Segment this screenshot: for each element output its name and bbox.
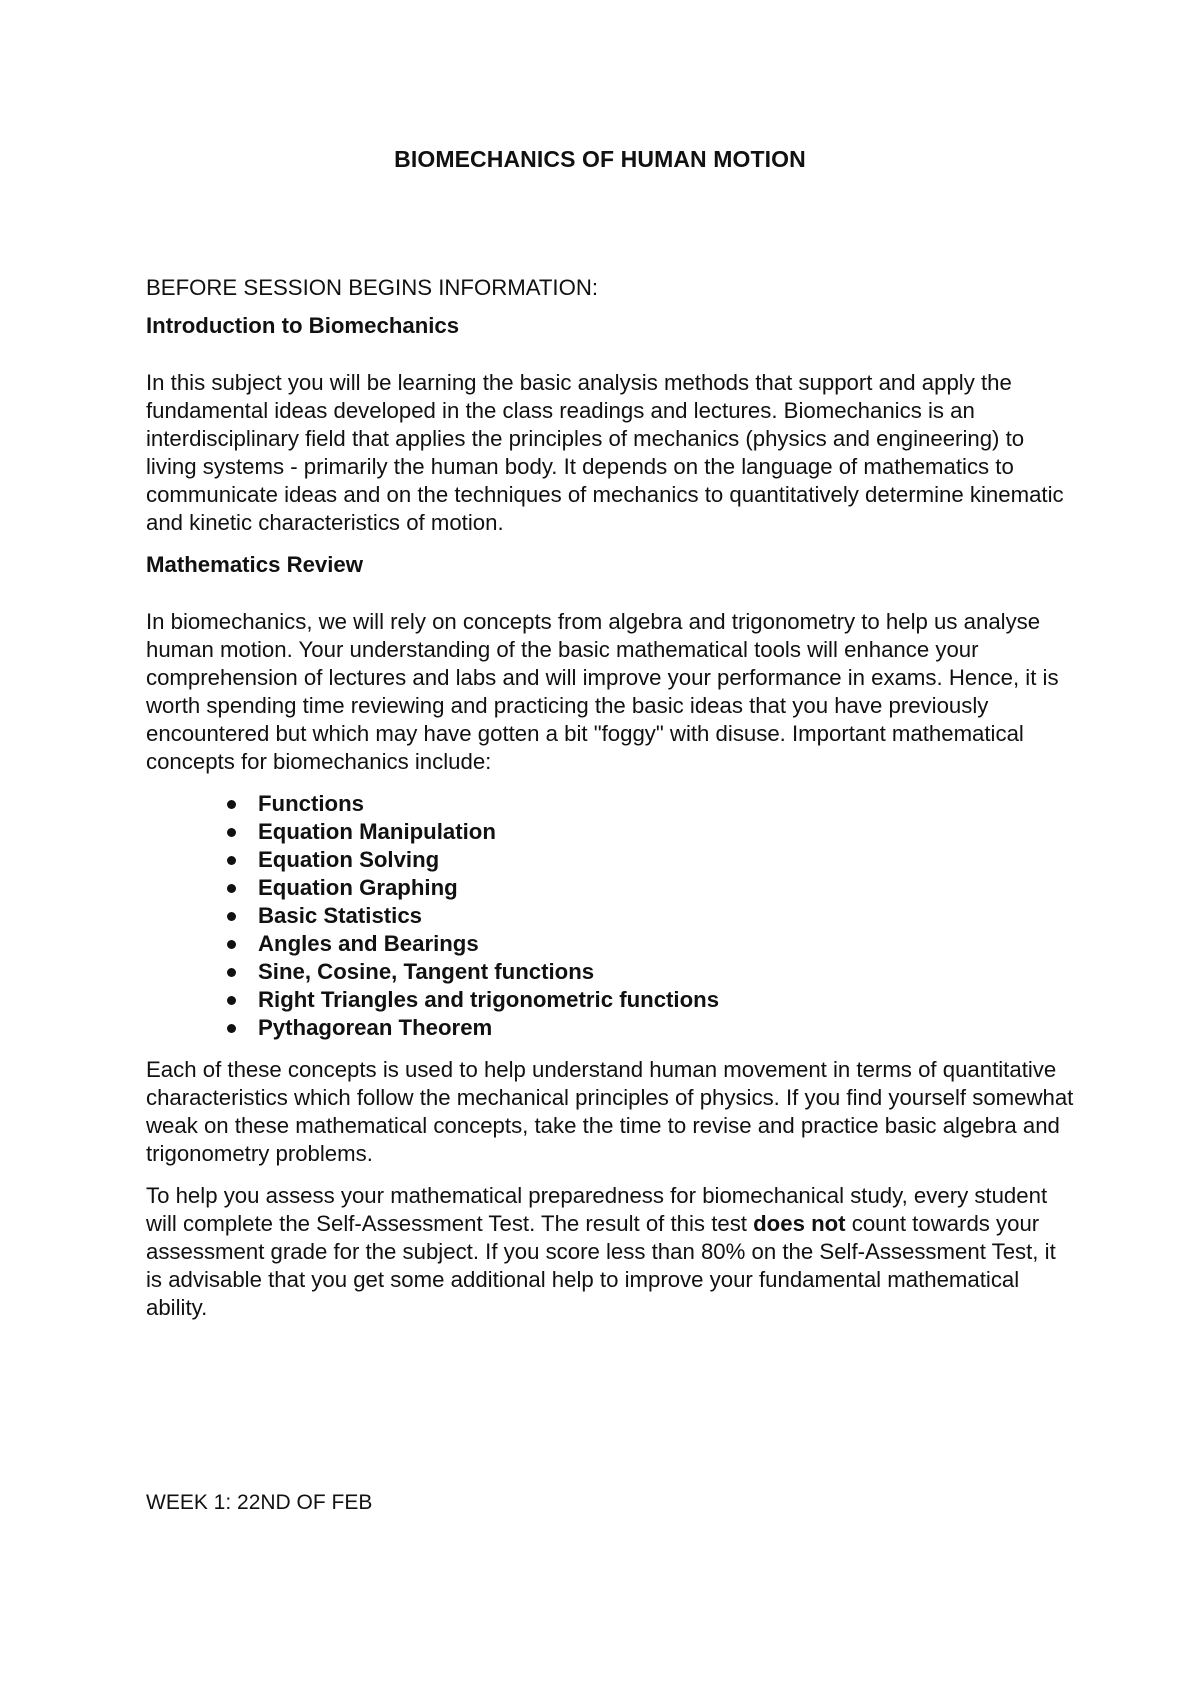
list-item [258,818,1076,846]
list-item [258,902,1076,930]
list-item [258,1014,1076,1042]
concept-label: Sine, Cosine, Tangent functions [258,959,595,984]
list-item [258,790,1076,818]
concept-label: Equation Solving [258,847,440,872]
assessment-emphasis: does not [753,1211,846,1236]
assessment-text-start: To help you assess your mathematical preparedness for biomechanical study, every student will complete the Self-Assessment Test. The result of this test [146,1183,1048,1236]
concept-label: Equation Manipulation [258,819,496,844]
bullet-icon [227,884,236,893]
pre-session-info-label: BEFORE SESSION BEGINS INFORMATION: [146,275,599,300]
bullet-icon [227,828,236,837]
bullet-icon [227,800,236,809]
list-item [258,846,1076,874]
concept-label: Angles and Bearings [258,931,479,956]
document-title: BIOMECHANICS OF HUMAN MOTION [394,146,806,172]
intro-paragraph: In this subject you will be learning the basic analysis methods that support and apply the fundamental ideas developed in the class readings and lectures. Biomechanics is an interdisciplinary field that applies the principles of mechanics (physics and engineering) to living systems - primarily the human body. It depends on the language of mathematics to communicate ideas and on the techniques of mechanics to quantitatively determine kinematic and kinetic characteristics of motion. [146,370,1064,535]
list-item [258,874,1076,902]
concepts-list [146,790,1076,1042]
list-item [258,958,1076,986]
list-item [258,986,1076,1014]
concept-label: Functions [258,791,364,816]
assessment-text-end: count towards your assessment grade for the subject. If you score less than 80% on the Self-Assessment Test, it is advisable that you get some additional help to improve your fundamental mathematical ability. [146,1211,1056,1320]
bullet-icon [227,856,236,865]
bullet-icon [227,968,236,977]
concepts-paragraph: Each of these concepts is used to help understand human movement in terms of quantitative characteristics which follow the mechanical principles of physics. If you find yourself somewhat weak on these mathematical concepts, take the time to revise and practice basic algebra and trigonometry problems. [146,1057,1074,1166]
bullet-icon [227,940,236,949]
week-label: WEEK 1: 22ND OF FEB [146,1491,373,1514]
assessment-paragraph [146,1182,1076,1322]
bullet-icon [227,996,236,1005]
document-body [146,274,1076,1336]
concept-label: Basic Statistics [258,903,423,928]
bullet-icon [227,912,236,921]
list-item [258,930,1076,958]
math-review-paragraph: In biomechanics, we will rely on concepts from algebra and trigonometry to help us analyse human motion. Your understanding of the basic mathematical tools will enhance your comprehension of lectures and labs and will improve your performance in exams. Hence, it is worth spending time reviewing and practicing the basic ideas that you have previously encountered but which may have gotten a bit "foggy" with disuse. Important mathematical concepts for biomechanics include: [146,609,1059,774]
concept-label: Right Triangles and trigonometric functions [258,987,720,1012]
intro-heading: Introduction to Biomechanics [146,313,460,338]
concept-label: Equation Graphing [258,875,458,900]
bullet-icon [227,1024,236,1033]
concept-label: Pythagorean Theorem [258,1015,493,1040]
math-review-heading: Mathematics Review [146,552,364,577]
